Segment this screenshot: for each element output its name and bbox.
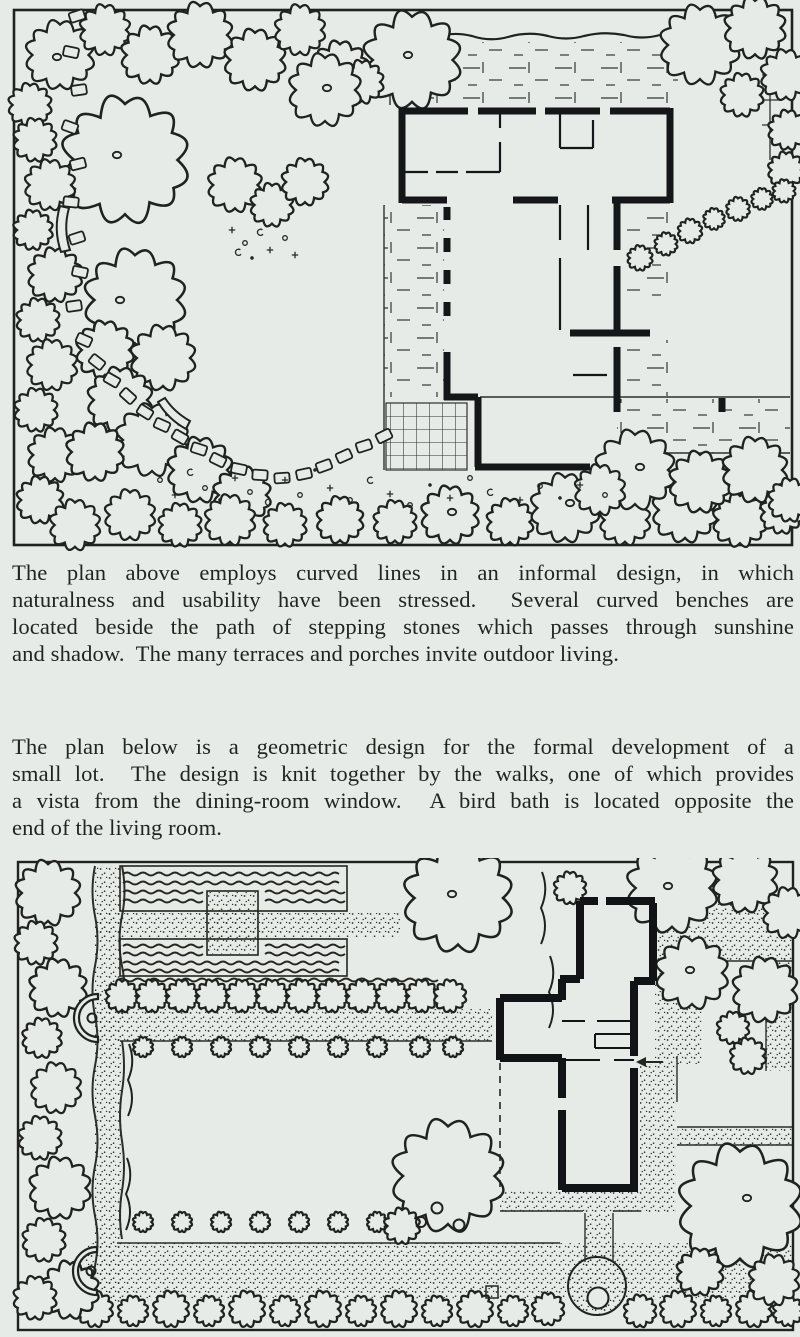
text-line: The plan above employs curved lines in an informal design, in which bbox=[12, 560, 794, 585]
paragraph-formal-plan bbox=[12, 734, 794, 842]
bird-bath bbox=[73, 994, 98, 1295]
text-line: located beside the path of stepping stones which passes through sunshine bbox=[12, 613, 794, 639]
house-floorplan bbox=[500, 901, 655, 1190]
flagstone-terrace-grid bbox=[386, 403, 467, 470]
tree bbox=[404, 858, 511, 952]
text-line: a vista from the dining-room window. A bird bath is located opposite the bbox=[12, 787, 794, 813]
hedge bbox=[106, 979, 466, 1012]
informal-plan-figure bbox=[0, 0, 800, 556]
text-line: and shadow. The many terraces and porches invite outdoor living. bbox=[12, 640, 619, 666]
text-line: small lot. The design is knit together by the walks, one of which provides bbox=[12, 760, 794, 786]
formal-plan-figure bbox=[0, 858, 800, 1337]
paragraph-informal-plan bbox=[12, 560, 794, 668]
bottom-hedge bbox=[77, 1291, 800, 1328]
front-walk-circle bbox=[588, 1288, 609, 1309]
text-line: naturalness and usability have been stressed. Several curved benches are bbox=[12, 586, 794, 612]
text-line: The plan below is a geometric design for the formal development of a bbox=[12, 734, 794, 759]
interior-walls bbox=[562, 1021, 634, 1060]
text-line: end of the living room. bbox=[12, 814, 223, 840]
